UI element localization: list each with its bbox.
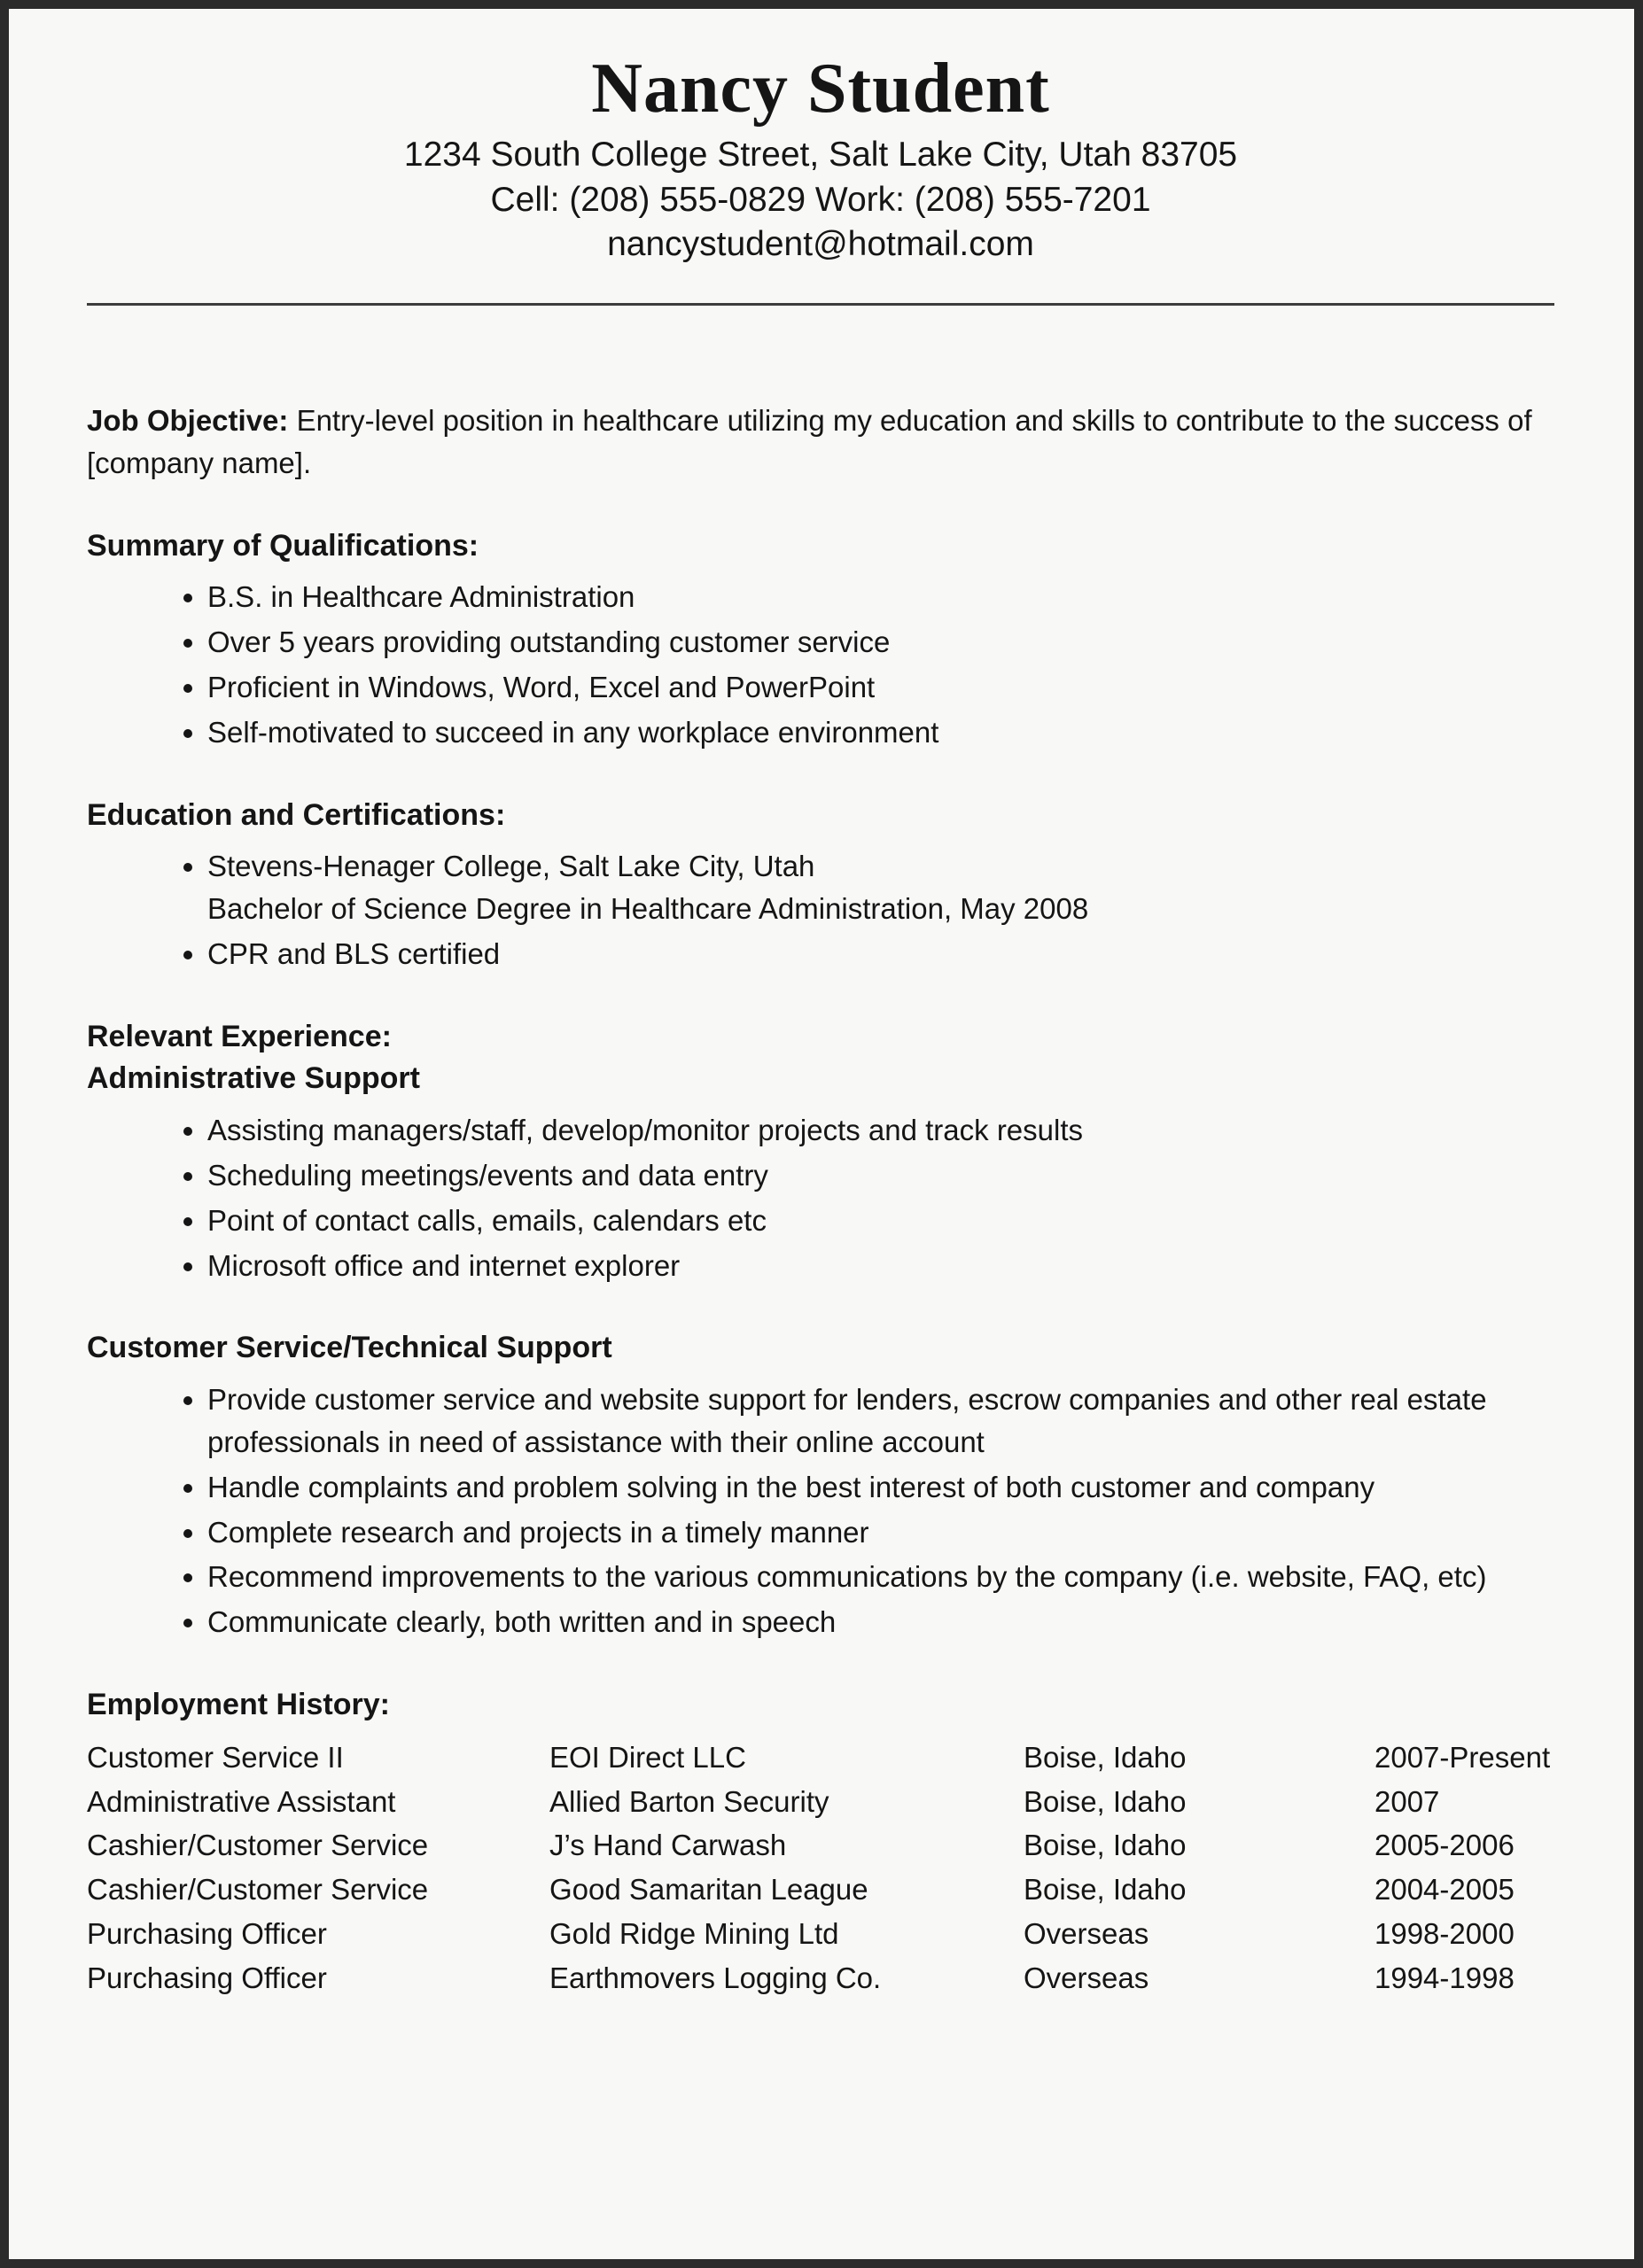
employment-location: Boise, Idaho bbox=[1024, 1784, 1187, 1818]
experience-heading: Relevant Experience: bbox=[87, 1019, 392, 1053]
employment-title: Customer Service II bbox=[87, 1740, 344, 1774]
experience-customer-list bbox=[87, 1379, 1554, 1643]
list-item: • Over 5 years providing outstanding customer service bbox=[207, 621, 1554, 664]
experience-admin-heading: Administrative Support bbox=[87, 1061, 420, 1096]
employment-company: J’s Hand Carwash bbox=[549, 1829, 787, 1862]
employment-location: Overseas bbox=[1024, 1961, 1149, 1994]
list-item: • CPR and BLS certified bbox=[207, 933, 1554, 975]
employment-dates: 1998-2000 bbox=[1374, 1917, 1515, 1951]
email-line: nancystudent@hotmail.com bbox=[607, 225, 1034, 264]
address-line: 1234 South College Street, Salt Lake City, Utah 83705 bbox=[403, 136, 1238, 174]
employment-title: Purchasing Officer bbox=[87, 1961, 327, 1994]
employment-company: EOI Direct LLC bbox=[549, 1740, 746, 1774]
job-objective bbox=[87, 400, 1554, 485]
resume-header bbox=[87, 50, 1554, 268]
job-objective-text: Entry-level position in healthcare utilizing my education and skills to contribute to the success of [company name]. bbox=[87, 404, 1532, 479]
employment-dates: 2005-2006 bbox=[1374, 1829, 1515, 1862]
list-item: • Point of contact calls, emails, calendars etc bbox=[207, 1200, 1554, 1242]
list-item: • Proficient in Windows, Word, Excel and PowerPoint bbox=[207, 666, 1554, 709]
list-item: • Microsoft office and internet explorer bbox=[207, 1245, 1554, 1287]
employment-company: Allied Barton Security bbox=[549, 1784, 829, 1818]
list-item: • Self-motivated to succeed in any workplace environment bbox=[207, 711, 1554, 754]
list-item bbox=[207, 845, 1554, 930]
employment-dates: 2004-2005 bbox=[1374, 1873, 1515, 1907]
list-item: • Assisting managers/staff, develop/monitor projects and track results bbox=[207, 1109, 1554, 1152]
list-item: • Scheduling meetings/events and data entry bbox=[207, 1154, 1554, 1197]
education-school: • Stevens-Henager College, Salt Lake City, Utah bbox=[207, 850, 815, 883]
list-item: • Complete research and projects in a timely manner bbox=[207, 1511, 1554, 1554]
list-item: • Communicate clearly, both written and in speech bbox=[207, 1601, 1554, 1643]
employment-dates: 2007 bbox=[1374, 1784, 1440, 1818]
employment-heading: Employment History: bbox=[87, 1688, 390, 1722]
employment-location: Boise, Idaho bbox=[1024, 1829, 1187, 1862]
list-item: • Provide customer service and website support for lenders, escrow companies and other real estate professionals in need of assistance with their online account bbox=[207, 1379, 1554, 1464]
section-qualifications bbox=[87, 525, 1554, 754]
employment-title: Administrative Assistant bbox=[87, 1784, 396, 1818]
section-employment bbox=[87, 1684, 1554, 2000]
section-experience bbox=[87, 1016, 1554, 1643]
employment-dates: 1994-1998 bbox=[1374, 1961, 1515, 1994]
employment-company: Good Samaritan League bbox=[549, 1873, 868, 1907]
experience-customer-heading: Customer Service/Technical Support bbox=[87, 1331, 612, 1365]
employment-title: Cashier/Customer Service bbox=[87, 1829, 429, 1862]
header-divider bbox=[87, 303, 1554, 306]
employment-location: Boise, Idaho bbox=[1024, 1740, 1187, 1774]
education-list bbox=[87, 845, 1554, 975]
list-item: • Recommend improvements to the various communications by the company (i.e. website, FAQ, etc) bbox=[207, 1556, 1554, 1598]
list-item: • B.S. in Healthcare Administration bbox=[207, 576, 1554, 618]
education-degree: Bachelor of Science Degree in Healthcare Administration, May 2008 bbox=[207, 892, 1089, 926]
employment-location: Overseas bbox=[1024, 1917, 1149, 1951]
candidate-name: Nancy Student bbox=[591, 50, 1050, 128]
employment-company: Gold Ridge Mining Ltd bbox=[549, 1917, 839, 1951]
list-item: • Handle complaints and problem solving in the best interest of both customer and company bbox=[207, 1466, 1554, 1509]
education-heading: Education and Certifications: bbox=[87, 797, 506, 832]
experience-admin-list bbox=[87, 1109, 1554, 1286]
employment-title: Purchasing Officer bbox=[87, 1917, 327, 1951]
employment-dates: 2007-Present bbox=[1374, 1740, 1551, 1774]
job-objective-label: Job Objective: bbox=[87, 404, 289, 438]
employment-location: Boise, Idaho bbox=[1024, 1873, 1187, 1907]
employment-title: Cashier/Customer Service bbox=[87, 1873, 429, 1907]
phone-line: Cell: (208) 555-0829 Work: (208) 555-7201 bbox=[490, 180, 1151, 219]
resume-content bbox=[9, 9, 1634, 2000]
employment-table bbox=[87, 1736, 1554, 2000]
section-education bbox=[87, 795, 1554, 975]
qualifications-list bbox=[87, 576, 1554, 753]
employment-company: Earthmovers Logging Co. bbox=[549, 1961, 882, 1994]
qualifications-heading: Summary of Qualifications: bbox=[87, 528, 479, 563]
